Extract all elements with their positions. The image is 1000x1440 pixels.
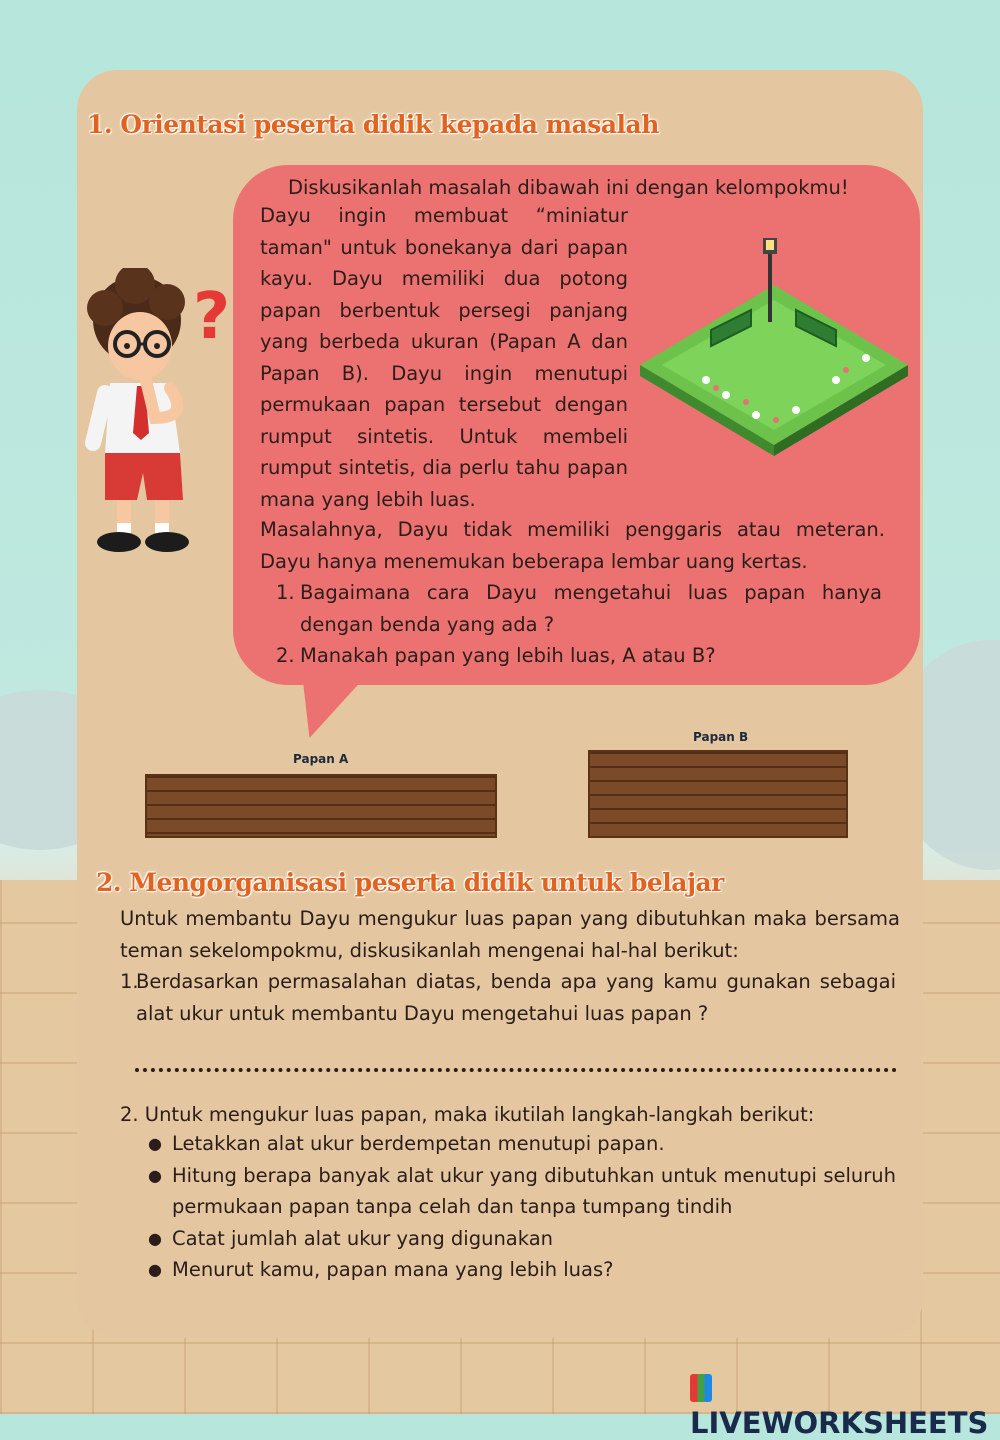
logo-icon (690, 1374, 712, 1402)
section1-heading: 1. Orientasi peserta didik kepada masalah (87, 110, 659, 139)
section2-intro: Untuk membantu Dayu mengukur luas papan yang dibutuhkan maka bersama teman sekelompokmu, diskusikanlah mengenai hal-hal berikut: (120, 907, 900, 962)
bullet-icon: ● (148, 1260, 162, 1279)
step-text: Hitung berapa banyak alat ukur yang dibutuhkan untuk menutupi seluruh permukaan papan tanpa celah dan tanpa tumpang tindih (172, 1163, 896, 1218)
miniature-park-icon (636, 230, 912, 456)
steps-list (148, 1128, 896, 1286)
thinking-boy-icon (75, 268, 245, 560)
question-number: 2. (276, 644, 295, 667)
list-item (276, 640, 882, 672)
board-a (145, 774, 497, 838)
bullet-icon: ● (148, 1165, 162, 1185)
bullet-icon: ● (148, 1134, 162, 1153)
list-item (148, 1160, 896, 1223)
answer-line[interactable] (135, 1064, 897, 1072)
story-text: Dayu ingin membuat “miniatur taman" untuk bonekanya dari papan kayu. Dayu memiliki dua potong papan berbentuk persegi panjang yang berbeda ukuran (Papan A dan Papan B). Dayu ingin menutupi permukaan papan tersebut dengan rumput sintetis. Untuk membeli rumput sintetis, dia perlu tahu papan mana yang lebih luas. (260, 204, 628, 511)
step-text: Menurut kamu, papan mana yang lebih luas? (172, 1258, 614, 1281)
question-text: Manakah papan yang lebih luas, A atau B? (300, 644, 716, 667)
board-a-label: Papan A (293, 752, 349, 766)
section2-question-2: 2. Untuk mengukur luas papan, maka ikutilah langkah-langkah berikut: (120, 1103, 815, 1126)
question-number: 1. (120, 970, 139, 993)
list-item (276, 577, 882, 640)
question-mark-icon: ? (193, 280, 231, 354)
problem-text: Masalahnya, Dayu tidak memiliki penggaris atau meteran. Dayu hanya menemukan beberapa lembar uang kertas. (260, 518, 885, 573)
list-item (148, 1254, 896, 1286)
board-b-label: Papan B (693, 730, 749, 744)
question-text: Berdasarkan permasalahan diatas, benda apa yang kamu gunakan sebagai alat ukur untuk membantu Dayu mengetahui luas papan ? (136, 970, 896, 1025)
question-text: Bagaimana cara Dayu mengetahui luas papan hanya dengan benda yang ada ? (300, 581, 882, 636)
step-text: Letakkan alat ukur berdempetan menutupi papan. (172, 1132, 665, 1155)
speech-bubble-tail (290, 660, 381, 738)
bullet-icon: ● (148, 1228, 162, 1248)
question-list (276, 577, 882, 672)
list-item (148, 1128, 896, 1160)
logo-text: LIVEWORKSHEETS (690, 1406, 989, 1440)
section2-heading: 2. Mengorganisasi peserta didik untuk belajar (96, 868, 724, 897)
list-item (148, 1223, 896, 1255)
question-number: 1. (276, 581, 295, 604)
step-text: Catat jumlah alat ukur yang digunakan (172, 1226, 554, 1250)
liveworksheets-logo[interactable] (690, 1372, 1000, 1440)
board-b (588, 750, 848, 838)
discussion-instruction: Diskusikanlah masalah dibawah ini dengan kelompokmu! (288, 176, 849, 199)
section2-question-1 (120, 966, 896, 1029)
